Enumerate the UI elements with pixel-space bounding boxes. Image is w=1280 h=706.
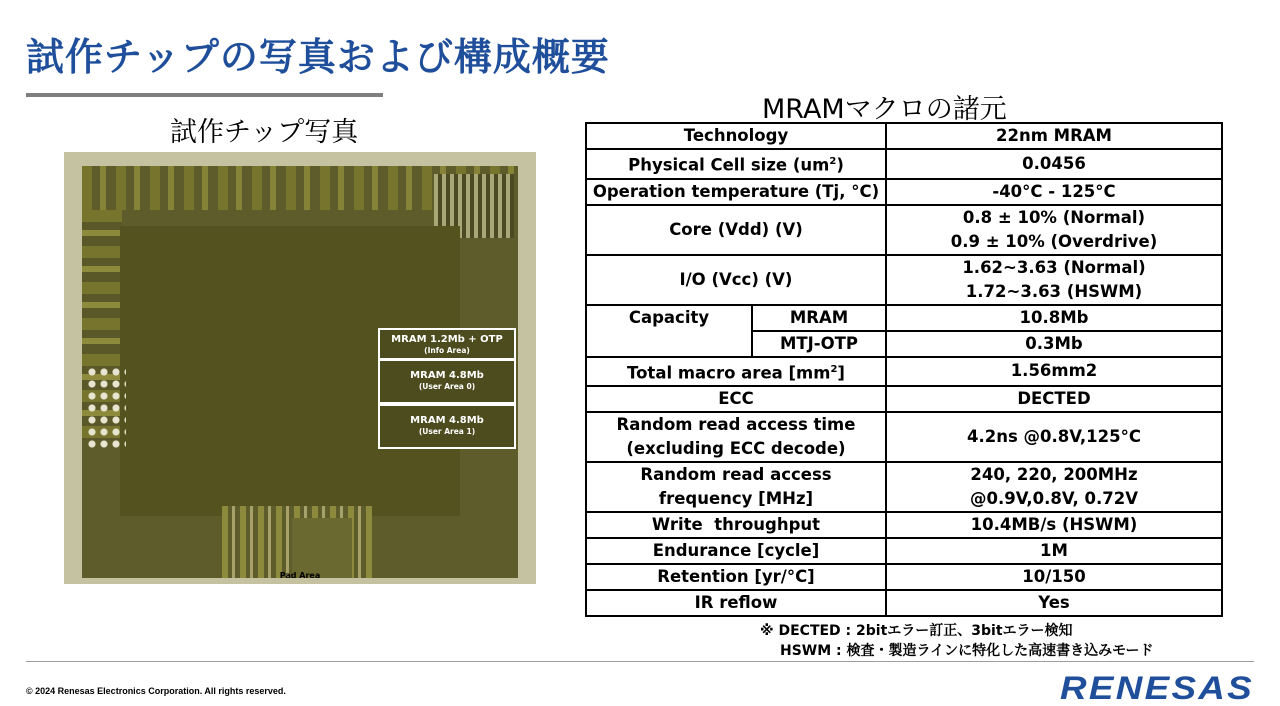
spec-label: Core (Vdd) (V) — [586, 205, 886, 255]
spec-label-line: (excluding ECC decode) — [626, 439, 846, 458]
mram-box-subtitle: (Info Area) — [424, 346, 470, 355]
superscript: 2 — [829, 156, 837, 167]
table-row — [586, 462, 1222, 512]
spec-value: 10.8Mb — [886, 305, 1222, 331]
spec-value: 10/150 — [886, 564, 1222, 590]
footnotes — [760, 621, 1154, 661]
renesas-logo: RENESAS — [1060, 670, 1255, 706]
spec-value — [886, 205, 1222, 255]
spec-value: 0.3Mb — [886, 331, 1222, 357]
table-row — [586, 255, 1222, 305]
spec-table — [585, 122, 1223, 617]
mram-box-title: MRAM 1.2Mb + OTP — [391, 334, 503, 345]
spec-label-end: ] — [837, 363, 845, 382]
spec-value: 1.56mm2 — [886, 357, 1222, 387]
footnote-dected: ※ DECTED : 2bitエラー訂正、3bitエラー検知 — [760, 623, 1073, 639]
spec-label: I/O (Vcc) (V) — [586, 255, 886, 305]
mram-user-area-1-box — [378, 404, 516, 449]
spec-value: 1M — [886, 538, 1222, 564]
spec-label-end: ) — [836, 155, 844, 175]
mram-box-subtitle: (User Area 1) — [418, 427, 476, 436]
spec-label — [586, 149, 886, 179]
spec-value-line: @0.9V,0.8V, 0.72V — [969, 489, 1138, 508]
spec-value-line: 1.62~3.63 (Normal) — [962, 257, 1146, 277]
spec-label: ECC — [586, 386, 886, 412]
mram-box-subtitle: (User Area 0) — [418, 382, 476, 391]
mram-box-title: MRAM 4.8Mb — [410, 415, 484, 426]
table-row — [586, 412, 1222, 462]
spec-label: Technology — [586, 123, 886, 149]
table-row — [586, 564, 1222, 590]
spec-sublabel: MTJ-OTP — [752, 331, 886, 357]
spec-table-title: MRAMマクロの諸元 — [762, 94, 1007, 125]
spec-value: 4.2ns @0.8V,125°C — [886, 412, 1222, 462]
spec-label — [586, 357, 886, 387]
spec-label: IR reflow — [586, 590, 886, 616]
spec-label-line: frequency [MHz] — [658, 489, 814, 508]
spec-value: 22nm MRAM — [886, 123, 1222, 149]
spec-label — [586, 462, 886, 512]
spec-value: -40°C - 125°C — [886, 179, 1222, 205]
spec-label: Capacity — [586, 305, 752, 357]
table-row — [586, 357, 1222, 387]
copyright-text: © 2024 Renesas Electronics Corporation. All rights reserved. — [26, 686, 286, 696]
table-row — [586, 590, 1222, 616]
footnote-hswm: HSWM : 検査・製造ラインに特化した高速書き込みモード — [780, 643, 1154, 659]
spec-value: 0.0456 — [886, 149, 1222, 179]
spec-value: Yes — [886, 590, 1222, 616]
table-row — [586, 123, 1222, 149]
spec-value-line: 0.8 ± 10% (Normal) — [962, 207, 1146, 227]
spec-value-line: 0.9 ± 10% (Overdrive) — [950, 231, 1158, 251]
spec-label — [586, 412, 886, 462]
table-row — [586, 386, 1222, 412]
spec-label-text: Total macro area [mm — [627, 363, 831, 382]
superscript: 2 — [830, 363, 838, 375]
spec-value — [886, 255, 1222, 305]
spec-label-line: Random read access time — [616, 415, 856, 434]
spec-label-text: Physical Cell size (um — [628, 155, 830, 175]
pad-area-label: Pad Area — [279, 571, 321, 580]
bottom-notch — [292, 518, 352, 578]
spec-sublabel: MRAM — [752, 305, 886, 331]
table-row — [586, 205, 1222, 255]
mram-user-area-0-box — [378, 359, 516, 404]
title-underline — [26, 93, 383, 97]
chip-photo — [64, 152, 536, 584]
table-row — [586, 179, 1222, 205]
table-row — [586, 538, 1222, 564]
spec-value: DECTED — [886, 386, 1222, 412]
slide-title: 試作チップの写真および構成概要 — [26, 35, 610, 79]
photo-caption: 試作チップ写真 — [170, 117, 359, 148]
spec-value — [886, 462, 1222, 512]
left-pads — [86, 366, 126, 452]
spec-value-line: 240, 220, 200MHz — [970, 465, 1138, 484]
spec-label: Operation temperature (Tj, °C) — [586, 179, 886, 205]
table-row — [586, 149, 1222, 179]
table-row — [586, 512, 1222, 538]
spec-label: Write throughput — [586, 512, 886, 538]
footer-divider — [26, 661, 1254, 662]
spec-value-line: 1.72~3.63 (HSWM) — [965, 281, 1143, 301]
spec-label-line: Random read access — [640, 465, 832, 484]
spec-label: Endurance [cycle] — [586, 538, 886, 564]
spec-value: 10.4MB/s (HSWM) — [886, 512, 1222, 538]
mram-box-title: MRAM 4.8Mb — [410, 370, 484, 381]
table-row — [586, 305, 1222, 331]
mram-info-area-box — [378, 328, 516, 360]
spec-label: Retention [yr/°C] — [586, 564, 886, 590]
